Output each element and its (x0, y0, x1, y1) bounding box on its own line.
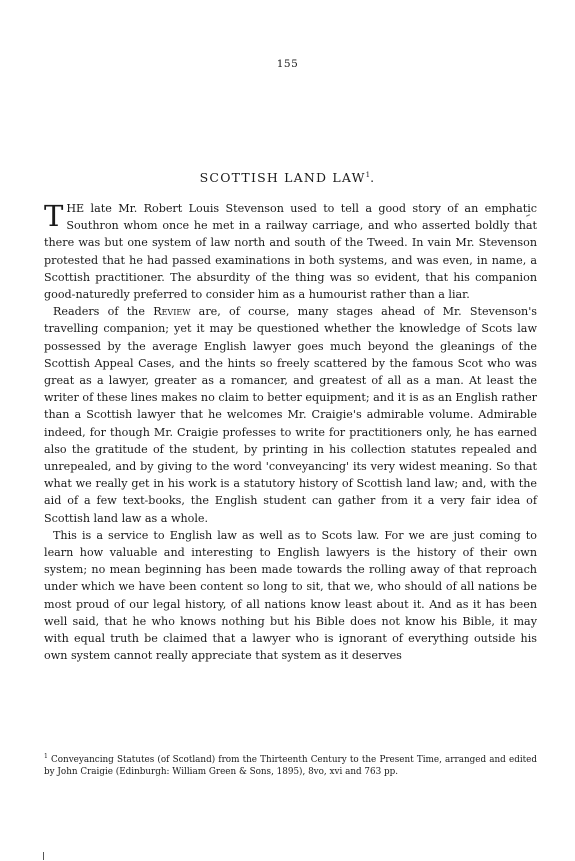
paragraph-2-text: are, of course, many stages ahead of Mr. Stevenson's travelling companion; yet it may be questioned whether the knowledge of Scots law possessed by the average English lawyer goes much beyond the gleanings of the Scottish Appeal Cases, and the hints so freely scattered by the famous Scot who was great as a lawyer, greater as a romancer, and greatest of all as a man. At least the writer of these lines makes no claim to better equipment; and it is as an English rather than a Scottish lawyer that he welcomes Mr. Craigie's admirable volume. Admirable indeed, for though Mr. Craigie professes to write for practitioners only, he has earned also the gratitude of the student, by printing in his collection statutes repealed and unrepealed, and by giving to the word 'conveyancing' its very widest meaning. So that what we really get in his work is a statutory history of Scottish land law; and, with the aid of a few text-books, the English student can gather from it a very fair idea of Scottish land law as a whole. (44, 305, 538, 525)
paragraph-2 (44, 303, 537, 527)
article-title-text: SCOTTISH LAND LAW (199, 170, 366, 185)
footnote-text: Conveyancing Statutes (of Scotland) from the Thirteenth Century to the Present Time, arranged and edited by John Craigie (Edinburgh: William Green & Sons, 1895), 8vo, xvi and 763 pp. (44, 754, 538, 777)
title-footnote-ref: 1 (365, 170, 371, 179)
drop-cap: T (44, 199, 64, 233)
article-body (44, 200, 537, 664)
footnote-marker: 1 (44, 753, 48, 760)
paragraph-1 (44, 200, 537, 303)
paragraph-3-text: This is a service to English law as well as to Scots law. For we are just coming to learn how valuable and interesting to English lawyers is the history of their own system; no mean beginning has been made towards the rolling away of that reproach under which we have been content so long to sit, that we, who should of all nations be most proud of our legal history, of all nations know least about it. And as it has been well said, that he who knows nothing but his Bible does not know his Bible, it may with equal truth be claimed that a lawyer who is ignorant of everything outside his own system cannot really appreciate that system as it deserves (44, 528, 537, 663)
page-number: 155 (276, 58, 299, 70)
review-smallcaps: Review (153, 305, 191, 319)
footnote (44, 751, 537, 778)
title-period: . (370, 170, 376, 185)
paragraph-2-lead: Readers of the (53, 305, 154, 319)
article-title (0, 170, 575, 185)
paragraph-3 (44, 527, 537, 665)
margin-mark (43, 852, 44, 860)
paragraph-1-text: HE late Mr. Robert Louis Stevenson used to tell a good story of an emphatic Southron whom once he met in a railway carriage, and who asserted boldly that there was but one system of law north and south of the Tweed. In vain Mr. Stevenson protested that he had passed examinations in both systems, and was even, in name, a Scottish practitioner. The absurdity of the thing was so evident, that his companion good-naturedly preferred to consider him as a humourist rather than a liar. (44, 202, 537, 302)
